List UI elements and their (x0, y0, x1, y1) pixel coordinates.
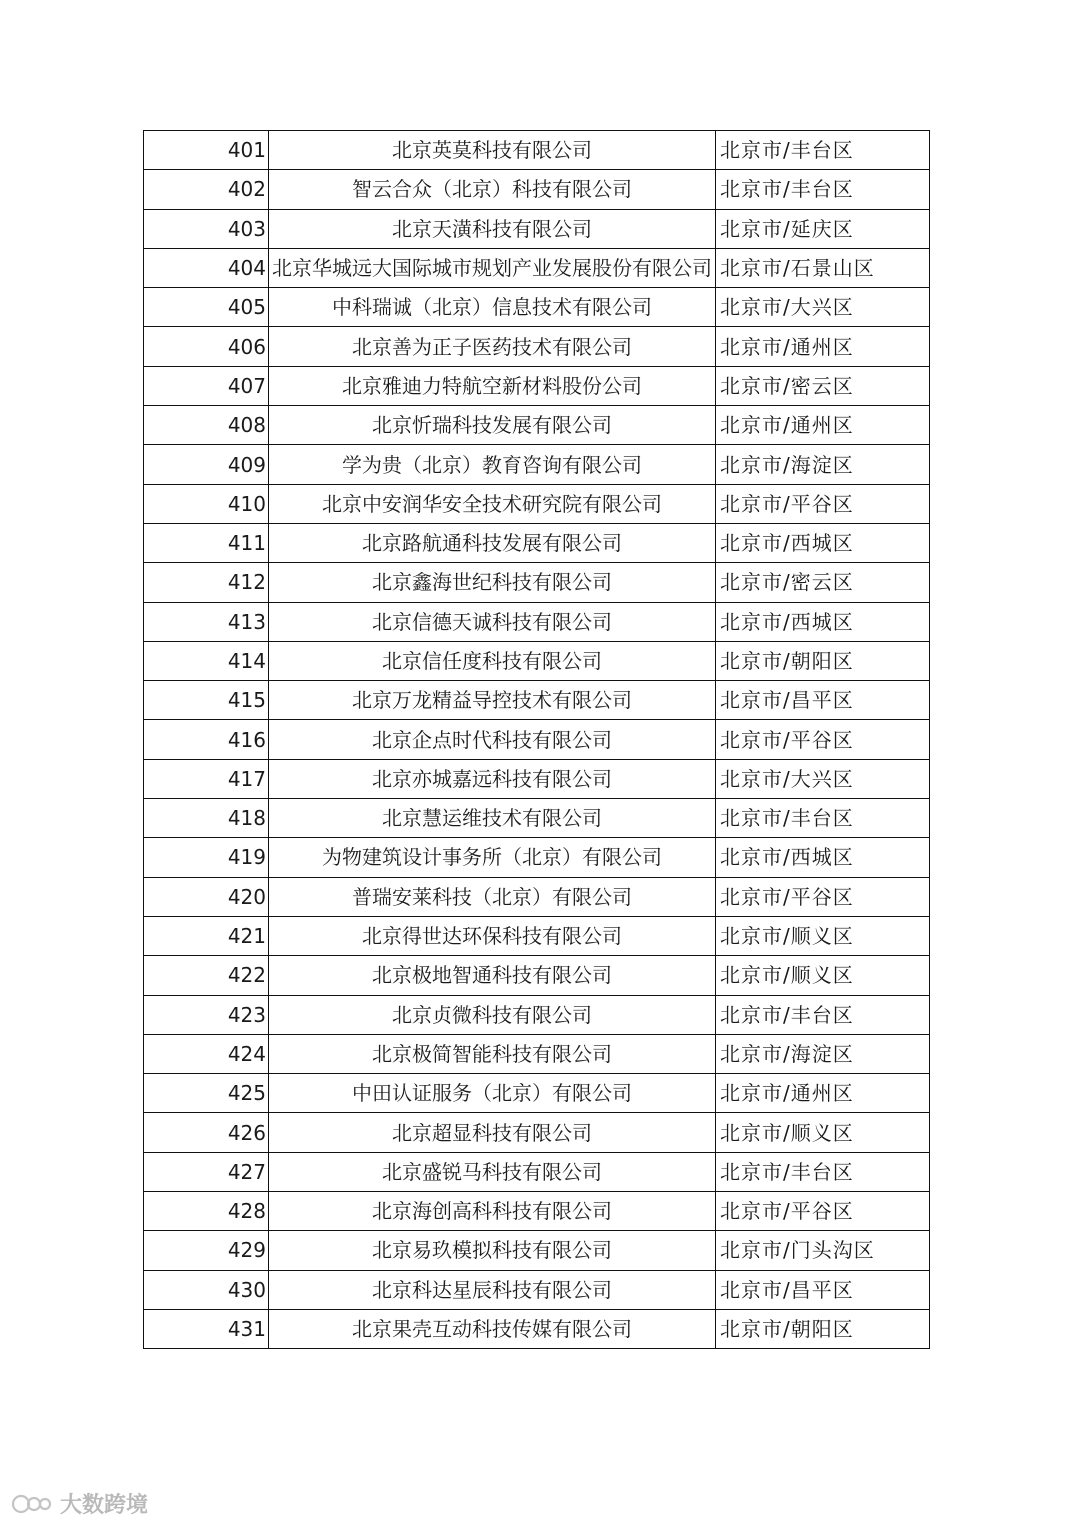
company-location: 北京市/西城区 (716, 838, 930, 877)
table-row (144, 445, 930, 484)
company-location: 北京市/密云区 (716, 563, 930, 602)
company-location: 北京市/大兴区 (716, 759, 930, 798)
company-name-cell (269, 406, 716, 445)
row-number: 412 (144, 563, 269, 602)
company-location: 北京市/丰台区 (716, 170, 930, 209)
company-name-cell (269, 1192, 716, 1231)
company-location: 北京市/通州区 (716, 406, 930, 445)
row-number: 423 (144, 995, 269, 1034)
company-name-cell (269, 1231, 716, 1270)
company-name-cell (269, 563, 716, 602)
company-location: 北京市/石景山区 (716, 248, 930, 287)
company-name: 北京亦城嘉远科技有限公司 (372, 766, 612, 791)
company-name: 北京鑫海世纪科技有限公司 (372, 570, 612, 595)
company-name-cell (269, 799, 716, 838)
table-row (144, 1074, 930, 1113)
table-row (144, 209, 930, 248)
table-row (144, 1192, 930, 1231)
company-name-cell (269, 288, 716, 327)
company-name-cell (269, 681, 716, 720)
company-name-cell (269, 1034, 716, 1073)
company-name-cell (269, 327, 716, 366)
company-location: 北京市/通州区 (716, 1074, 930, 1113)
company-name: 北京盛锐马科技有限公司 (382, 1159, 602, 1184)
company-name: 北京科达星辰科技有限公司 (372, 1277, 612, 1302)
company-location: 北京市/昌平区 (716, 681, 930, 720)
company-location: 北京市/丰台区 (716, 995, 930, 1034)
company-name: 北京极地智通科技有限公司 (372, 963, 612, 988)
company-name: 北京超显科技有限公司 (392, 1120, 592, 1145)
company-name-cell (269, 1152, 716, 1191)
table-row (144, 1034, 930, 1073)
table-row (144, 366, 930, 405)
table-row (144, 484, 930, 523)
watermark-logo-icon (10, 1492, 54, 1516)
company-name-cell (269, 170, 716, 209)
company-name-cell (269, 1309, 716, 1348)
table-row (144, 602, 930, 641)
watermark-text: 大数跨境 (60, 1493, 149, 1518)
company-name: 北京中安润华安全技术研究院有限公司 (322, 491, 662, 516)
company-name: 北京极简智能科技有限公司 (372, 1041, 612, 1066)
company-name: 普瑞安莱科技（北京）有限公司 (352, 884, 632, 909)
table-row (144, 720, 930, 759)
company-name: 北京英莫科技有限公司 (392, 138, 592, 163)
company-name: 智云合众（北京）科技有限公司 (352, 177, 632, 202)
row-number: 430 (144, 1270, 269, 1309)
company-name-cell (269, 523, 716, 562)
company-location: 北京市/延庆区 (716, 209, 930, 248)
company-name: 北京得世达环保科技有限公司 (362, 924, 622, 949)
table-row (144, 759, 930, 798)
company-name-cell (269, 838, 716, 877)
table-row (144, 523, 930, 562)
row-number: 421 (144, 916, 269, 955)
company-name-cell (269, 131, 716, 170)
table-row (144, 406, 930, 445)
company-name-cell (269, 445, 716, 484)
table-row (144, 248, 930, 287)
company-name: 北京华城远大国际城市规划产业发展股份有限公司 (272, 256, 712, 281)
company-name: 中科瑞诚（北京）信息技术有限公司 (332, 295, 652, 320)
company-name-cell (269, 209, 716, 248)
row-number: 403 (144, 209, 269, 248)
company-name-cell (269, 1113, 716, 1152)
row-number: 406 (144, 327, 269, 366)
company-table (143, 130, 930, 1349)
company-location: 北京市/通州区 (716, 327, 930, 366)
company-name: 北京海创高科科技有限公司 (372, 1199, 612, 1224)
table-row (144, 995, 930, 1034)
company-location: 北京市/丰台区 (716, 1152, 930, 1191)
company-location: 北京市/昌平区 (716, 1270, 930, 1309)
company-name-cell (269, 1270, 716, 1309)
company-location: 北京市/海淀区 (716, 1034, 930, 1073)
company-location: 北京市/平谷区 (716, 484, 930, 523)
table-row (144, 1231, 930, 1270)
table-row (144, 1152, 930, 1191)
table-row (144, 170, 930, 209)
row-number: 410 (144, 484, 269, 523)
row-number: 402 (144, 170, 269, 209)
company-name: 为物建筑设计事务所（北京）有限公司 (322, 845, 662, 870)
company-name: 北京信德天诚科技有限公司 (372, 609, 612, 634)
watermark (10, 1488, 148, 1519)
company-location: 北京市/密云区 (716, 366, 930, 405)
row-number: 419 (144, 838, 269, 877)
company-location: 北京市/大兴区 (716, 288, 930, 327)
company-location: 北京市/平谷区 (716, 877, 930, 916)
company-name-cell (269, 602, 716, 641)
company-name: 北京雅迪力特航空新材料股份公司 (342, 373, 642, 398)
table-row (144, 131, 930, 170)
company-location: 北京市/丰台区 (716, 131, 930, 170)
company-location: 北京市/丰台区 (716, 799, 930, 838)
company-location: 北京市/西城区 (716, 523, 930, 562)
table-row (144, 327, 930, 366)
company-name: 北京贞微科技有限公司 (392, 1002, 592, 1027)
row-number: 405 (144, 288, 269, 327)
row-number: 409 (144, 445, 269, 484)
company-name: 中田认证服务（北京）有限公司 (352, 1081, 632, 1106)
company-location: 北京市/平谷区 (716, 720, 930, 759)
company-name: 北京忻瑞科技发展有限公司 (372, 413, 612, 438)
company-name-cell (269, 759, 716, 798)
company-name: 北京路航通科技发展有限公司 (362, 531, 622, 556)
company-location: 北京市/门头沟区 (716, 1231, 930, 1270)
row-number: 420 (144, 877, 269, 916)
table-row (144, 1309, 930, 1348)
company-name-cell (269, 484, 716, 523)
row-number: 426 (144, 1113, 269, 1152)
table-row (144, 681, 930, 720)
company-name-cell (269, 877, 716, 916)
company-name: 北京万龙精益导控技术有限公司 (352, 688, 632, 713)
company-name-cell (269, 916, 716, 955)
table-row (144, 1113, 930, 1152)
company-table-body (144, 131, 930, 1349)
row-number: 401 (144, 131, 269, 170)
row-number: 404 (144, 248, 269, 287)
row-number: 425 (144, 1074, 269, 1113)
company-name: 北京企点时代科技有限公司 (372, 727, 612, 752)
row-number: 413 (144, 602, 269, 641)
row-number: 416 (144, 720, 269, 759)
table-row (144, 877, 930, 916)
table-row (144, 799, 930, 838)
company-name: 北京果壳互动科技传媒有限公司 (352, 1317, 632, 1342)
row-number: 422 (144, 956, 269, 995)
row-number: 418 (144, 799, 269, 838)
row-number: 408 (144, 406, 269, 445)
company-location: 北京市/西城区 (716, 602, 930, 641)
company-name-cell (269, 641, 716, 680)
row-number: 428 (144, 1192, 269, 1231)
company-location: 北京市/海淀区 (716, 445, 930, 484)
row-number: 414 (144, 641, 269, 680)
company-name-cell (269, 1074, 716, 1113)
row-number: 417 (144, 759, 269, 798)
row-number: 424 (144, 1034, 269, 1073)
company-name: 北京易玖模拟科技有限公司 (372, 1238, 612, 1263)
company-location: 北京市/朝阳区 (716, 1309, 930, 1348)
row-number: 415 (144, 681, 269, 720)
company-name: 北京信任度科技有限公司 (382, 649, 602, 673)
company-location: 北京市/顺义区 (716, 956, 930, 995)
company-name-cell (269, 366, 716, 405)
company-location: 北京市/顺义区 (716, 1113, 930, 1152)
table-row (144, 563, 930, 602)
table-row (144, 838, 930, 877)
company-name: 北京善为正子医药技术有限公司 (352, 334, 632, 359)
row-number: 411 (144, 523, 269, 562)
company-name: 学为贵（北京）教育咨询有限公司 (342, 452, 642, 477)
company-name: 北京慧运维技术有限公司 (382, 806, 602, 831)
table-row (144, 1270, 930, 1309)
company-name-cell (269, 248, 716, 287)
row-number: 427 (144, 1152, 269, 1191)
table-row (144, 916, 930, 955)
table-row (144, 956, 930, 995)
row-number: 407 (144, 366, 269, 405)
row-number: 431 (144, 1309, 269, 1348)
company-location: 北京市/朝阳区 (716, 641, 930, 680)
table-row (144, 641, 930, 680)
table-row (144, 288, 930, 327)
company-name-cell (269, 956, 716, 995)
company-name-cell (269, 995, 716, 1034)
company-location: 北京市/平谷区 (716, 1192, 930, 1231)
company-location: 北京市/顺义区 (716, 916, 930, 955)
row-number: 429 (144, 1231, 269, 1270)
company-name-cell (269, 720, 716, 759)
company-name: 北京天潢科技有限公司 (392, 216, 592, 241)
